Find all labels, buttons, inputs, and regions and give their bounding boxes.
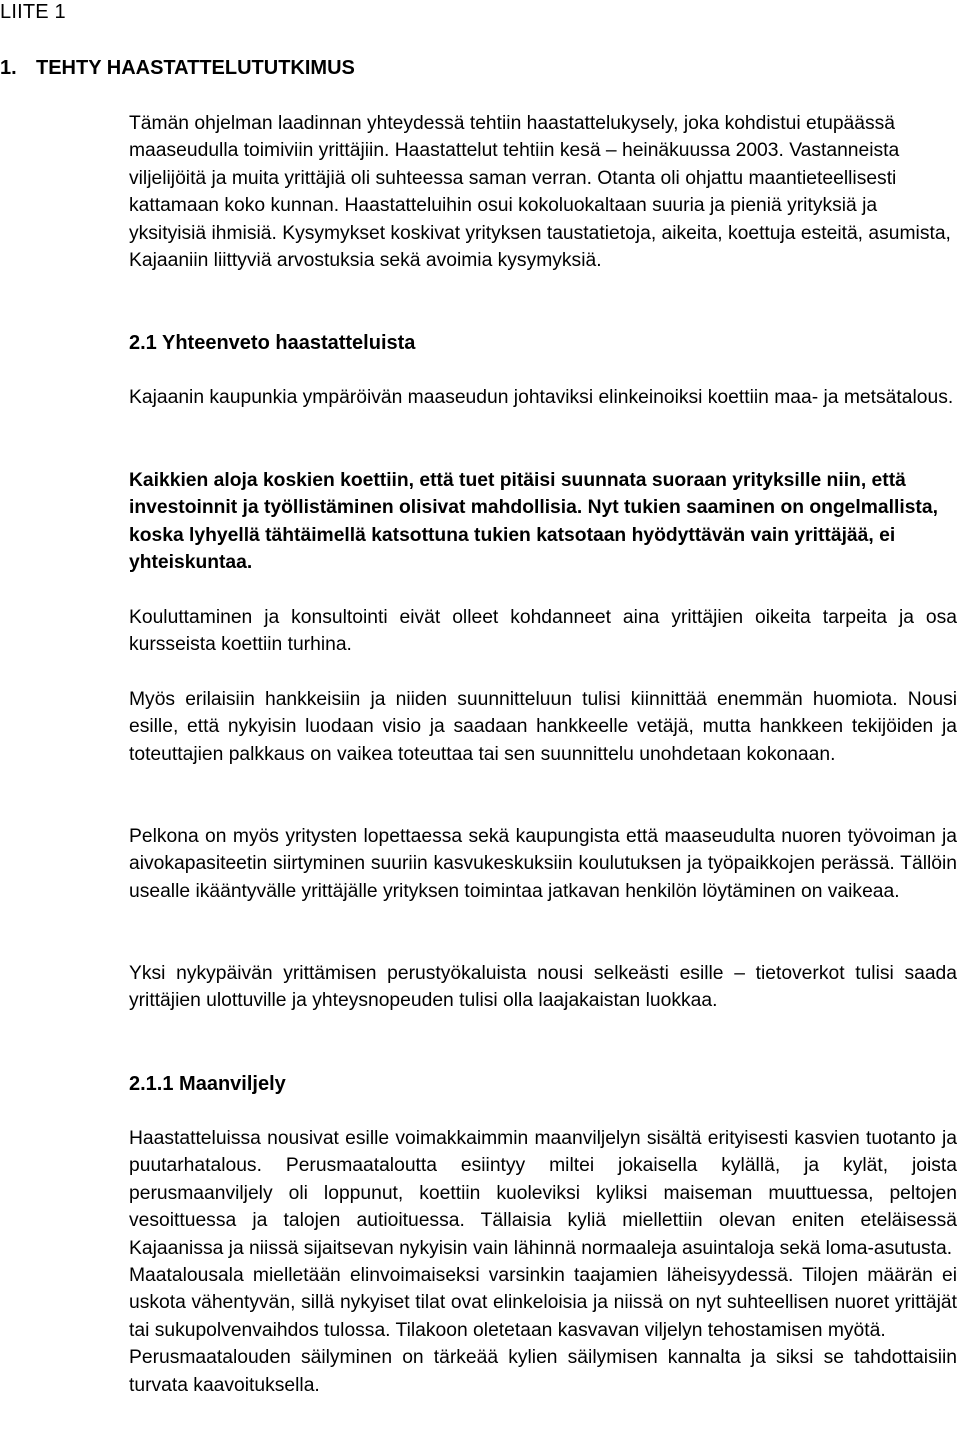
summary-paragraph-6: Yksi nykypäivän yrittämisen perustyökaluista nousi selkeästi esille – tietoverkot tulisi saada yrittäjien ulottuville ja yhteysnopeuden tulisi olla laajakaistan luokkaa. (129, 963, 957, 1012)
farming-paragraph-3: Perusmaatalouden säilyminen on tärkeää kylien säilymisen kannalta ja siksi se tahdottaisiin turvata kaavoituksella. (129, 1347, 957, 1396)
summary-paragraph-4: Myös erilaisiin hankkeisiin ja niiden suunnitteluun tulisi kiinnittää enemmän huomiota. Nousi esille, että nykyisin luodaan visio ja saadaan hankkeelle vetäjä, mutta hankkeen tekijöiden ja toteuttajien palkkaus on vaikea toteuttaa tai sen suunnittelu unohdetaan kokonaan. (129, 689, 957, 765)
section-2-1-1-heading: 2.1.1 Maanviljely (129, 1073, 286, 1095)
summary-p1-block (129, 384, 957, 411)
section-1-title: TEHTY HAASTATTELUTUTKIMUS (36, 57, 355, 79)
farming-paragraph-2: Maatalousala mielletään elinvoimaiseksi varsinkin taajamien läheisyydessä. Tilojen määrän ei uskota vähentyvän, sillä nykyiset tilat ovat elinkeloisia ja niissä on nyt suhteellisen nuoret yrittäjät tai sukupolvenvaihdos tulossa. Tilakoon oletetaan kasvavan viljelyn tehostamisen myötä. (129, 1265, 957, 1341)
section-2-1-heading: 2.1 Yhteenveto haastatteluista (129, 332, 416, 354)
section-2-1 (129, 330, 957, 357)
summary-p2-block (129, 467, 957, 577)
intro-paragraph: Tämän ohjelman laadinnan yhteydessä tehtiin haastattelukysely, joka kohdistui etupäässä maaseudulla toimiviin yrittäjiin. Haastattelut tehtiin kesä – heinäkuussa 2003. Vastanneista viljelijöitä ja muita yrittäjiä oli suhteessa saman verran. Otanta oli ohjattu maantieteellisesti kattamaan koko kunnan. Haastatteluihin osui kokoluokaltaan suuria ja pieniä yrityksiä ja yksityisiä ihmisiä. Kysymykset koskivat yrityksen taustatietoja, aikeita, koettuja esteitä, asumista, Kajaaniin liittyviä arvostuksia sekä avoimia kysymyksiä. (129, 113, 951, 272)
summary-p5-block (129, 823, 957, 905)
summary-p4-block (129, 686, 957, 768)
section-1-body (129, 110, 957, 274)
farming-text (129, 1125, 957, 1399)
section-2-1-1 (129, 1071, 957, 1098)
section-1-number: 1. (0, 57, 17, 79)
summary-paragraph-2: Kaikkien aloja koskien koettiin, että tuet pitäisi suunnata suoraan yrityksille niin, että investoinnit ja työllistäminen olisivat mahdollisia. Nyt tukien saaminen on ongelmallista, koska lyhyellä tähtäimellä katsottuna tukien katsotaan hyödyttävän vain yrittäjää, ei yhteiskuntaa. (129, 470, 938, 574)
summary-paragraph-1: Kajaanin kaupunkia ympäröivän maaseudun johtaviksi elinkeinoiksi koettiin maa- ja metsätalous. (129, 387, 954, 408)
summary-paragraph-5: Pelkona on myös yritysten lopettaessa sekä kaupungista että maaseudulta nuoren työvoiman ja aivokapasiteetin siirtyminen suuriin kasvukeskuksiin koulutuksen ja työpaikkojen perässä. Tällöin usealle ikääntyvälle yrittäjälle yrityksen toimintaa jatkavan henkilön löytäminen on vaikeaa. (129, 826, 957, 902)
section-1-heading (0, 56, 355, 80)
summary-p6-block (129, 960, 957, 1015)
appendix-label: LIITE 1 (0, 1, 66, 23)
farming-paragraph-1: Haastatteluissa nousivat esille voimakkaimmin maanviljelyn sisältä erityisesti kasvien tuotanto ja puutarhatalous. Perusmaataloutta esiintyy miltei jokaisella kylällä, ja kylät, joista perusmaanviljely oli loppunut, koettiin kuoleviksi kyliksi maiseman muuttuessa, peltojen vesoittuessa ja talojen autioituessa. Tällaisia kyliä miellettiin olevan eniten eteläisessä Kajaanissa ja niissä sijaitsevan nykyisin vain lähinnä normaaleja asuintaloja sekä loma-asutusta. (129, 1128, 957, 1259)
summary-paragraph-3: Kouluttaminen ja konsultointi eivät olleet kohdanneet aina yrittäjien oikeita tarpeita ja osa kursseista koettiin turhina. (129, 607, 957, 656)
summary-p3-block (129, 604, 957, 659)
